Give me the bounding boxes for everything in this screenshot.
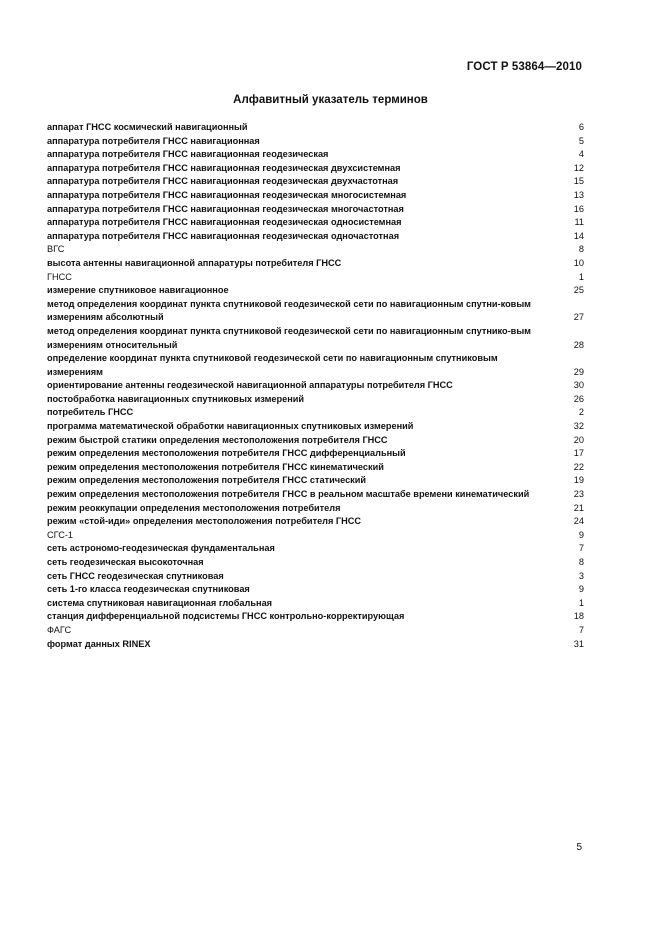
index-entry-term: аппаратура потребителя ГНСС навигационная геодезическая одночастотная [47, 230, 400, 241]
index-entry [47, 406, 584, 420]
index-entry [47, 271, 584, 285]
index-entry-page: 18 [573, 611, 584, 622]
index-entry [47, 230, 584, 244]
index-entry-term: ВГС [47, 244, 65, 255]
index-entry-term: ориентирование антенны геодезической навигационной аппаратуры потребителя ГНСС [47, 380, 453, 391]
index-entry [47, 162, 584, 176]
index-entry-term: определение координат пункта спутниковой геодезической сети по навигационным спутниковым измерениям [47, 353, 498, 377]
index-entry-term: высота антенны навигационной аппаратуры потребителя ГНСС [47, 257, 342, 268]
index-entry-page: 31 [573, 638, 584, 649]
index-entry [47, 502, 584, 516]
index-entry [47, 121, 584, 135]
index-entry-page: 26 [573, 393, 584, 404]
index-entry-term: режим быстрой статики определения местоположения потребителя ГНСС [47, 434, 388, 445]
index-entry [47, 203, 584, 217]
index-entry-term: метод определения координат пункта спутниковой геодезической сети по навигационным спутнико-вым измерениям относительный [47, 325, 531, 350]
index-entry [47, 488, 584, 502]
index-entry-page: 2 [578, 407, 584, 418]
index-entry-page: 16 [573, 203, 584, 214]
index-entry [47, 216, 584, 230]
index-entry [47, 434, 584, 448]
index-entry-page: 20 [573, 434, 584, 445]
index-entry-page: 21 [573, 502, 584, 513]
index-entry [47, 570, 584, 584]
index-entry-page: 3 [578, 570, 584, 581]
index-entry-term: метод определения координат пункта спутниковой геодезической сети по навигационным спутни-ковым измерениям абсолютный [47, 298, 531, 323]
index-entry-term: аппаратура потребителя ГНСС навигационная [47, 135, 260, 146]
index-entry-page: 10 [573, 257, 584, 268]
index-entry-page: 7 [578, 543, 584, 554]
index-entry-term: режим определения местоположения потребителя ГНСС дифференциальный [47, 448, 406, 459]
index-entry [47, 352, 584, 379]
index-entry-page: 17 [573, 448, 584, 459]
index-entry [47, 325, 584, 352]
index-entry-term: измерение спутниковое навигационное [47, 285, 229, 296]
index-entry-term: аппаратура потребителя ГНСС навигационная геодезическая двухчастотная [47, 176, 399, 187]
index-entry-page: 1 [578, 597, 584, 608]
index-entry-term: режим определения местоположения потребителя ГНСС в реальном масштабе времени кинематический [47, 489, 530, 500]
index-entry [47, 474, 584, 488]
index-entry [47, 447, 584, 461]
term-index-list [47, 121, 584, 651]
index-entry-term: аппаратура потребителя ГНСС навигационная геодезическая [47, 149, 329, 160]
index-entry-term: сеть 1-го класса геодезическая спутниковая [47, 584, 250, 595]
index-entry-page: 1 [578, 271, 584, 282]
index-entry-term: система спутниковая навигационная глобальная [47, 597, 273, 608]
page-number: 5 [576, 842, 582, 853]
index-entry-term: формат данных RINEX [47, 638, 151, 649]
index-entry [47, 515, 584, 529]
index-entry-term: аппаратура потребителя ГНСС навигационная геодезическая двухсистемная [47, 162, 401, 173]
index-entry-term: аппаратура потребителя ГНСС навигационная геодезическая многочастотная [47, 203, 404, 214]
index-entry [47, 556, 584, 570]
index-entry [47, 284, 584, 298]
index-entry-term: ФАГС [47, 624, 72, 635]
index-entry-term: аппарат ГНСС космический навигационный [47, 122, 248, 132]
index-entry-term: режим «стой-иди» определения местоположения потребителя ГНСС [47, 516, 362, 527]
index-entry-page: 9 [578, 584, 584, 595]
index-entry-page: 9 [578, 529, 584, 540]
index-entry-page: 5 [578, 135, 584, 146]
index-entry-page: 25 [573, 285, 584, 296]
index-entry [47, 529, 584, 543]
index-entry-page: 29 [573, 366, 584, 377]
index-entry [47, 542, 584, 556]
index-entry [47, 624, 584, 638]
index-entry-page: 7 [578, 624, 584, 635]
index-entry-page: 11 [574, 217, 584, 228]
index-entry-page: 19 [573, 475, 584, 486]
index-entry [47, 298, 584, 325]
index-entry [47, 148, 584, 162]
index-entry-page: 12 [573, 162, 584, 173]
index-entry [47, 610, 584, 624]
index-entry [47, 243, 584, 257]
document-code: ГОСТ Р 53864—2010 [466, 61, 582, 73]
index-entry-term: сеть ГНСС геодезическая спутниковая [47, 570, 224, 581]
index-entry-page: 13 [573, 189, 584, 200]
index-entry-page: 28 [573, 339, 584, 350]
index-entry [47, 393, 584, 407]
index-entry-page: 30 [573, 380, 584, 391]
index-entry [47, 135, 584, 149]
index-entry-page: 8 [578, 244, 584, 255]
index-entry [47, 420, 584, 434]
index-entry-page: 24 [573, 516, 584, 527]
index-entry-page: 32 [573, 421, 584, 432]
index-entry-term: сеть геодезическая высокоточная [47, 557, 204, 567]
index-entry-term: сеть астрономо-геодезическая фундаментальная [47, 543, 275, 554]
index-entry-page: 4 [578, 149, 584, 160]
index-entry-term: режим определения местоположения потребителя ГНСС статический [47, 475, 367, 486]
index-entry [47, 638, 584, 652]
index-entry-page: 6 [578, 122, 584, 132]
index-entry-term: ГНСС [47, 271, 72, 282]
index-entry-term: режим определения местоположения потребителя ГНСС кинематический [47, 461, 384, 472]
index-entry [47, 583, 584, 597]
index-entry-term: потребитель ГНСС [47, 407, 134, 418]
index-entry [47, 175, 584, 189]
index-entry [47, 597, 584, 611]
index-entry-page: 14 [573, 230, 584, 241]
index-entry-term: СГС-1 [47, 529, 74, 540]
index-entry-page: 15 [573, 176, 584, 187]
index-entry [47, 379, 584, 393]
index-title: Алфавитный указатель терминов [233, 94, 428, 106]
index-entry-page: 27 [573, 312, 584, 323]
index-entry-term: программа математической обработки навигационных спутниковых измерений [47, 421, 414, 432]
index-entry [47, 461, 584, 475]
index-entry [47, 257, 584, 271]
index-entry-term: аппаратура потребителя ГНСС навигационная геодезическая многосистемная [47, 189, 407, 200]
index-entry-page: 8 [578, 557, 584, 567]
index-entry [47, 189, 584, 203]
index-entry-page: 23 [573, 489, 584, 500]
index-entry-term: режим реоккупации определения местоположения потребителя [47, 502, 341, 513]
index-entry-term: аппаратура потребителя ГНСС навигационная геодезическая односистемная [47, 217, 402, 228]
index-entry-page: 22 [573, 461, 584, 472]
index-entry-term: станция дифференциальной подсистемы ГНСС контрольно-корректирующая [47, 611, 405, 622]
index-entry-term: постобработка навигационных спутниковых измерений [47, 393, 305, 404]
